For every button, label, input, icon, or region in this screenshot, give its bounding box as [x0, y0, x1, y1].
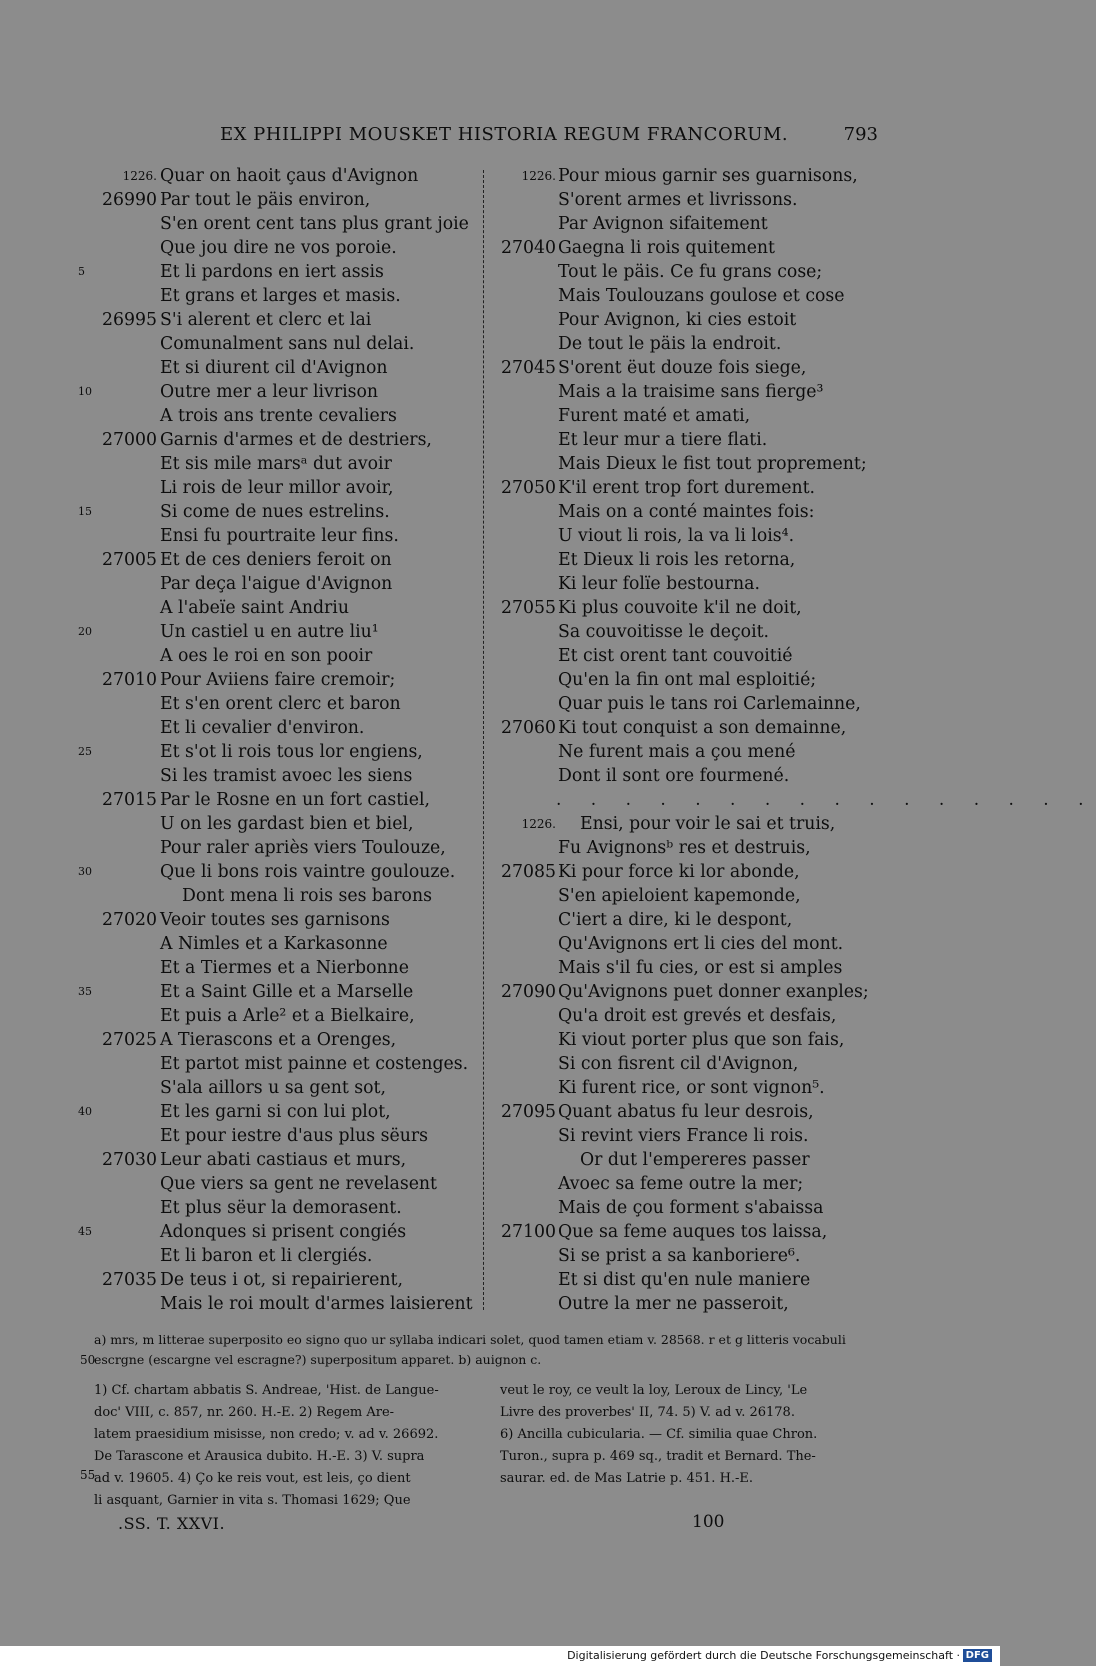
verse-text: Et li cevalier d'environ.: [160, 718, 365, 738]
verse-line: [490, 236, 890, 260]
verse-line: [60, 596, 460, 620]
verse-number: 1226.: [521, 817, 556, 831]
line-margin-number: 40: [78, 1105, 92, 1118]
verse-text: S'orent armes et livrissons.: [558, 190, 798, 210]
verse-text: A l'abeïe saint Andriu: [160, 598, 349, 618]
verse-text: Qu'Avignons puet donner exanples;: [558, 982, 869, 1002]
verse-text: Mais le roi moult d'armes laisierent: [160, 1294, 473, 1314]
verse-line: [490, 1292, 890, 1316]
verse-line: [490, 1172, 890, 1196]
verse-line: [60, 932, 460, 956]
verse-line: [490, 596, 890, 620]
verse-line: [490, 500, 890, 524]
verse-text: S'ala aillors u sa gent sot,: [160, 1078, 386, 1098]
verse-text: Et a Saint Gille et a Marselle: [160, 982, 414, 1002]
running-title: EX PHILIPPI MOUSKET HISTORIA REGUM FRANCORUM.: [220, 124, 789, 145]
verse-line: [490, 620, 890, 644]
verse-line: [60, 356, 460, 380]
verse-text: Tout le päis. Ce fu grans cose;: [558, 262, 823, 282]
footnote-line: Turon., supra p. 469 sq., tradit et Bernard. The-: [500, 1449, 816, 1464]
verse-text: Leur abati castiaus et murs,: [160, 1150, 407, 1170]
line-margin-number: 20: [78, 625, 92, 638]
verse-line: [490, 476, 890, 500]
verse-text: Mais a la traisime sans fierge³: [558, 382, 824, 402]
verse-text: Outre mer a leur livrison: [160, 382, 379, 402]
verse-number: 27025: [102, 1030, 157, 1050]
verse-text: Quar on haoit çaus d'Avignon: [160, 166, 419, 186]
verse-text: Avoec sa feme outre la mer;: [558, 1174, 804, 1194]
verse-text: Que viers sa gent ne revelasent: [160, 1174, 438, 1194]
verse-line: [60, 716, 460, 740]
verse-text: Si con fisrent cil d'Avignon,: [558, 1054, 799, 1074]
line-margin-number: 30: [78, 865, 92, 878]
footnote-line: De Tarascone et Arausica dubito. H.-E. 3) V. supra: [94, 1449, 425, 1464]
verse-line: [490, 980, 890, 1004]
verse-line: [490, 764, 890, 788]
footnote-line: latem praesidium misisse, non credo; v. ad v. 26692.: [94, 1427, 439, 1442]
verse-text: Fu Avignonsᵇ res et destruis,: [558, 838, 811, 858]
verse-text: Quant abatus fu leur desrois,: [558, 1102, 814, 1122]
verse-line: [60, 668, 460, 692]
footnote-line: Livre des proverbes' II, 74. 5) V. ad v. 26178.: [500, 1405, 795, 1420]
verse-line: [60, 524, 460, 548]
verse-line: [490, 1124, 890, 1148]
critical-note-line: a) mrs, m litterae superposito eo signo quo ur syllaba indicari solet, quod tamen etiam v. 28568. r et g litteris vocabuli: [94, 1332, 846, 1347]
verse-number: 1226.: [521, 169, 556, 183]
verse-text: Mais s'il fu cies, or est si amples: [558, 958, 843, 978]
verse-text: Ki tout conquist a son demainne,: [558, 718, 847, 738]
verse-text: Mais de çou forment s'abaissa: [558, 1198, 824, 1218]
verse-text: Si les tramist avoec les siens: [160, 766, 413, 786]
verse-text: S'en orent cent tans plus grant joie: [160, 214, 469, 234]
verse-number: 27095: [501, 1102, 556, 1122]
footnote-line: li asquant, Garnier in vita s. Thomasi 1629; Que: [94, 1493, 411, 1508]
verse-text: Et puis a Arle² et a Bielkaire,: [160, 1006, 415, 1026]
line-margin-number: 35: [78, 985, 92, 998]
verse-line: [60, 284, 460, 308]
verse-number: 27030: [102, 1150, 157, 1170]
line-margin-number: 50: [80, 1353, 96, 1367]
verse-line: [60, 740, 460, 764]
verse-line: [60, 404, 460, 428]
verse-line: [60, 860, 460, 884]
verse-line: [490, 692, 890, 716]
verse-text: A trois ans trente cevaliers: [160, 406, 397, 426]
critical-apparatus: [80, 1330, 894, 1370]
verse-number: 27045: [501, 358, 556, 378]
verse-line: [490, 1268, 890, 1292]
verse-line: [60, 908, 460, 932]
verse-line: [60, 332, 460, 356]
verse-text: C'iert a dire, ki le despont,: [558, 910, 793, 930]
verse-text: Mais Toulouzans goulose et cose: [558, 286, 845, 306]
verse-line: [490, 572, 890, 596]
verse-text: Ne furent mais a çou mené: [558, 742, 796, 762]
verse-text: Si revint viers France li rois.: [558, 1126, 809, 1146]
verse-line: [490, 332, 890, 356]
verse-line: [490, 212, 890, 236]
verse-number: 27035: [102, 1270, 157, 1290]
verse-text: Et partot mist painne et costenges.: [160, 1054, 469, 1074]
left-verse-column: [60, 164, 473, 1316]
line-margin-number: 25: [78, 745, 92, 758]
verse-line: [60, 236, 460, 260]
verse-text: A Tierascons et a Orenges,: [160, 1030, 397, 1050]
verse-number: 27020: [102, 910, 157, 930]
verse-text: Ki furent rice, or sont vignon⁵.: [558, 1078, 825, 1098]
verse-line: [490, 1004, 890, 1028]
verse-line: [60, 1244, 460, 1268]
funding-bar: [0, 1646, 1000, 1666]
verse-text: Et si diurent cil d'Avignon: [160, 358, 388, 378]
verse-line: [490, 884, 890, 908]
verse-line: [490, 908, 890, 932]
verse-line: [60, 1268, 460, 1292]
verse-line: [490, 956, 890, 980]
verse-line: [60, 1028, 460, 1052]
verse-text: Comunalment sans nul delai.: [160, 334, 415, 354]
footnotes-left: [94, 1380, 484, 1512]
verse-line: [490, 524, 890, 548]
right-verse-column: [490, 164, 1096, 1316]
verse-text: Pour Avignon, ki cies estoit: [558, 310, 797, 330]
verse-text: Outre la mer ne passeroit,: [558, 1294, 789, 1314]
verse-number: 27000: [102, 430, 157, 450]
verse-text: Dont il sont ore fourmené.: [558, 766, 790, 786]
verse-text: Et a Tiermes et a Nierbonne: [160, 958, 409, 978]
verse-text: Dont mena li rois ses barons: [182, 886, 432, 906]
column-divider: [483, 170, 484, 1310]
verse-text: Qu'a droit est grevés et desfais,: [558, 1006, 837, 1026]
verse-text: Si se prist a sa kanboriere⁶.: [558, 1246, 801, 1266]
verse-line: [60, 620, 460, 644]
verse-text: S'orent ëut douze fois siege,: [558, 358, 807, 378]
verse-line: [490, 548, 890, 572]
verse-text: K'il erent trop fort durement.: [558, 478, 816, 498]
verse-text: Et les garni si con lui plot,: [160, 1102, 391, 1122]
dfg-logo-icon: DFG: [963, 1649, 992, 1662]
verse-line: [60, 476, 460, 500]
verse-text: Que sa feme auques tos laissa,: [558, 1222, 828, 1242]
verse-text: Et li pardons en iert assis: [160, 262, 384, 282]
verse-line: [60, 788, 460, 812]
footnote-line: 1) Cf. chartam abbatis S. Andreae, 'Hist. de Langue-: [94, 1383, 439, 1398]
verse-line: [60, 644, 460, 668]
sheet-number: 100: [692, 1512, 725, 1532]
verse-line: [60, 956, 460, 980]
verse-text: Adonques si prisent congiés: [160, 1222, 407, 1242]
verse-text: Mais on a conté maintes fois:: [558, 502, 815, 522]
verse-text: Or dut l'empereres passer: [580, 1150, 810, 1170]
verse-line: [60, 1076, 460, 1100]
verse-line: [60, 692, 460, 716]
verse-text: Ki viout porter plus que son fais,: [558, 1030, 845, 1050]
verse-text: Qu'en la fin ont mal esploitié;: [558, 670, 817, 690]
verse-line: [60, 764, 460, 788]
verse-text: Gaegna li rois quitement: [558, 238, 776, 258]
verse-line: [490, 428, 890, 452]
verse-text: S'en apieloient kapemonde,: [558, 886, 801, 906]
footnote-line: veut le roy, ce veult la loy, Leroux de Lincy, 'Le: [500, 1383, 808, 1398]
verse-text: Garnis d'armes et de destriers,: [160, 430, 432, 450]
verse-text: Que li bons rois vaintre goulouze.: [160, 862, 456, 882]
verse-text: Qu'Avignons ert li cies del mont.: [558, 934, 844, 954]
critical-note-text: escrgne (escargne vel escragne?) superpositum apparet. b) auignon c.: [94, 1352, 542, 1367]
verse-line: [60, 1052, 469, 1076]
right-verse-block-top: [490, 164, 890, 788]
verse-line: [60, 884, 460, 908]
verse-text: Et de ces deniers feroit on: [160, 550, 392, 570]
verse-number: 26990: [102, 190, 157, 210]
verse-text: U viout li rois, la va li lois⁴.: [558, 526, 795, 546]
verse-text: Et s'en orent clerc et baron: [160, 694, 401, 714]
verse-text: Pour mious garnir ses guarnisons,: [558, 166, 858, 186]
verse-line: [60, 212, 469, 236]
verse-line: [490, 380, 890, 404]
verse-line: [490, 1220, 890, 1244]
verse-line: [490, 1052, 890, 1076]
page-header: [0, 124, 1000, 148]
verse-text: Ensi, pour voir le sai et truis,: [580, 814, 836, 834]
verse-text: U on les gardast bien et biel,: [160, 814, 414, 834]
verse-text: Et plus sëur la demorasent.: [160, 1198, 402, 1218]
signature-mark: .SS. T. XXVI.: [118, 1514, 226, 1533]
verse-number: 27090: [501, 982, 556, 1002]
footnote-line: doc' VIII, c. 857, nr. 260. H.-E. 2) Regem Are-: [94, 1405, 395, 1420]
verse-line: [60, 260, 460, 284]
verse-text: Et s'ot li rois tous lor engiens,: [160, 742, 423, 762]
verse-line: [490, 932, 890, 956]
verse-line: [60, 548, 460, 572]
verse-line: [60, 812, 460, 836]
verse-line: [60, 380, 460, 404]
verse-line: [60, 428, 460, 452]
verse-line: [60, 500, 460, 524]
verse-line: [490, 308, 890, 332]
footnotes-right: [500, 1380, 890, 1490]
verse-line: [490, 1244, 890, 1268]
verse-line: [490, 836, 890, 860]
footnote-line: ad v. 19605. 4) Ço ke reis vout, est leis, ço dient: [94, 1471, 411, 1486]
verse-text: Furent maté et amati,: [558, 406, 751, 426]
verse-line: [490, 356, 890, 380]
verse-line: [490, 668, 890, 692]
verse-line: [60, 980, 460, 1004]
verse-text: Ensi fu pourtraite leur fins.: [160, 526, 399, 546]
verse-line: [490, 452, 890, 476]
verse-text: Par tout le päis environ,: [160, 190, 371, 210]
verse-text: Et grans et larges et masis.: [160, 286, 401, 306]
verse-number: 27040: [501, 238, 556, 258]
verse-line: [490, 740, 890, 764]
verse-number: 26995: [102, 310, 157, 330]
verse-line: [60, 1124, 460, 1148]
verse-line: [60, 188, 460, 212]
line-margin-number: 10: [78, 385, 92, 398]
verse-number: 27085: [501, 862, 556, 882]
line-margin-number: 5: [78, 265, 85, 278]
verse-line: [490, 404, 890, 428]
funding-credit: Digitalisierung gefördert durch die Deutsche Forschungsgemeinschaft ·: [567, 1649, 960, 1662]
verse-text: Par le Rosne en un fort castiel,: [160, 790, 430, 810]
line-margin-number: 15: [78, 505, 92, 518]
verse-line: [490, 1028, 890, 1052]
verse-line: [490, 812, 890, 836]
ellipsis-dots: . . . . . . . . . . . . . . . .: [556, 790, 1096, 810]
verse-text: Veoir toutes ses garnisons: [160, 910, 390, 930]
verse-line: [60, 164, 460, 188]
verse-line: [490, 260, 890, 284]
verse-text: Et leur mur a tiere flati.: [558, 430, 768, 450]
verse-line: [60, 452, 460, 476]
verse-text: Et sis mile marsᵃ dut avoir: [160, 454, 392, 474]
footnote-line: 6) Ancilla cubicularia. — Cf. similia quae Chron.: [500, 1427, 818, 1442]
page-number: 793: [843, 124, 878, 145]
verse-text: Par Avignon sifaitement: [558, 214, 768, 234]
verse-line: [490, 164, 890, 188]
verse-line: [490, 284, 890, 308]
verse-number: 1226.: [122, 169, 157, 183]
verse-line: [60, 1196, 460, 1220]
verse-line: [60, 1148, 460, 1172]
verse-text: Ki plus couvoite k'il ne doit,: [558, 598, 802, 618]
verse-text: De tout le päis la endroit.: [558, 334, 782, 354]
verse-number: 27015: [102, 790, 157, 810]
verse-number: 27100: [501, 1222, 556, 1242]
verse-line: [60, 1220, 460, 1244]
verse-number: 27005: [102, 550, 157, 570]
verse-line: [490, 716, 890, 740]
verse-text: Et pour iestre d'aus plus sëurs: [160, 1126, 428, 1146]
verse-text: Quar puis le tans roi Carlemainne,: [558, 694, 861, 714]
verse-text: Pour raler apriès viers Toulouze,: [160, 838, 446, 858]
verse-text: Et si dist qu'en nule maniere: [558, 1270, 811, 1290]
verse-text: Un castiel u en autre liu¹: [160, 622, 379, 642]
verse-line: [60, 1172, 460, 1196]
verse-line: [490, 1148, 890, 1172]
footnote-line: saurar. ed. de Mas Latrie p. 451. H.-E.: [500, 1471, 754, 1486]
verse-line: [490, 644, 890, 668]
critical-note-line: [80, 1350, 894, 1370]
verse-line: [60, 308, 460, 332]
verse-number: 27050: [501, 478, 556, 498]
verse-line: [490, 1196, 890, 1220]
line-margin-number: 45: [78, 1225, 92, 1238]
verse-line: [60, 836, 460, 860]
verse-text: Pour Aviiens faire cremoir;: [160, 670, 396, 690]
verse-line: [490, 188, 890, 212]
right-verse-block-bottom: [490, 812, 890, 1316]
verse-number: 27060: [501, 718, 556, 738]
verse-text: Li rois de leur millor avoir,: [160, 478, 394, 498]
verse-text: Sa couvoitisse le deçoit.: [558, 622, 770, 642]
verse-text: Que jou dire ne vos poroie.: [160, 238, 397, 258]
verse-line: [490, 1100, 890, 1124]
verse-line: [60, 1292, 473, 1316]
verse-text: S'i alerent et clerc et lai: [160, 310, 372, 330]
verse-text: Si come de nues estrelins.: [160, 502, 390, 522]
verse-line: [60, 572, 460, 596]
verse-text: De teus i ot, si repairierent,: [160, 1270, 403, 1290]
verse-line: [60, 1100, 460, 1124]
verse-text: Par deça l'aigue d'Avignon: [160, 574, 393, 594]
verse-text: Et cist orent tant couvoitié: [558, 646, 793, 666]
verse-line: [490, 860, 890, 884]
verse-text: A Nimles et a Karkasonne: [160, 934, 388, 954]
verse-line: [490, 1076, 890, 1100]
verse-text: Et Dieux li rois les retorna,: [558, 550, 796, 570]
verse-text: A oes le roi en son pooir: [160, 646, 373, 666]
verse-text: Mais Dieux le fist tout proprement;: [558, 454, 867, 474]
verse-number: 27010: [102, 670, 157, 690]
verse-line: [60, 1004, 460, 1028]
line-margin-number: 55: [80, 1468, 96, 1482]
verse-number: 27055: [501, 598, 556, 618]
verse-text: Ki leur folïe bestourna.: [558, 574, 760, 594]
verse-text: Ki pour force ki lor abonde,: [558, 862, 800, 882]
verse-text: Et li baron et li clergiés.: [160, 1246, 373, 1266]
